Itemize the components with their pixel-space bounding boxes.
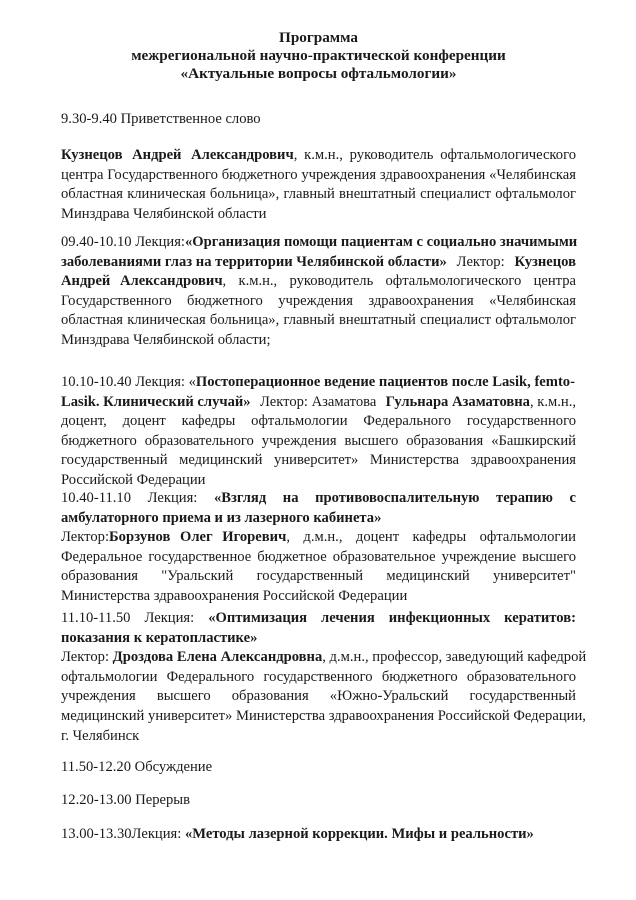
lecture-title: Постоперационное ведение пациентов после Lasik, femto-: [195, 374, 575, 390]
schedule-item-break: [61, 791, 190, 811]
bio-line: медицинский университет» Министерства здравоохранения Российской Федерации,: [61, 707, 586, 724]
lecture-label: Лекция: «: [135, 374, 196, 390]
lecture-title-cont: показания к кератопластике»: [61, 629, 258, 646]
schedule-item-discussion: [61, 758, 212, 778]
schedule-item-lecture-1: [61, 233, 576, 351]
bio-line: областная клиническая больница», главный внештатный специалист офтальмолог: [61, 312, 576, 329]
item-time: 13.00-13.30: [61, 826, 132, 842]
item-text: Обсуждение: [134, 759, 213, 775]
title-line-1: Программа: [279, 29, 358, 46]
bio-line: государственный медицинский университет» Министерства здравоохранения: [61, 452, 576, 469]
bio-line: , к.м.н.,: [529, 393, 576, 410]
lecture-title-word: инфекционных: [388, 610, 491, 626]
bio-line: центра Государственного бюджетного учреждения здравоохранения «Челябинская: [61, 166, 576, 183]
lector-label: Лектор:: [61, 529, 110, 546]
bio-line: Минздрава Челябинской области;: [61, 331, 271, 348]
bio-line: , д.м.н., профессор, заведующий кафедрой: [322, 649, 587, 666]
speaker-name: Дроздова Елена Александровна: [112, 649, 323, 666]
lector-label: Лектор: Азаматова: [259, 393, 377, 410]
bio-line: Министерства здравоохранения Российской Федерации: [61, 587, 408, 604]
item-time: 09.40-10.10: [61, 234, 132, 250]
lecture-title-word: терапию: [496, 490, 553, 506]
lecture-title-word: кератитов:: [504, 610, 576, 626]
schedule-item-welcome: [61, 110, 261, 130]
item-text: Перерыв: [135, 792, 190, 808]
schedule-item-lecture-3: [61, 489, 576, 607]
program-title: [61, 29, 576, 83]
speaker-name: Кузнецов Андрей Александрович: [61, 147, 294, 163]
lecture-title: «Методы лазерной коррекции. Мифы и реальности»: [184, 826, 534, 842]
bio-line: , к.м.н., руководитель офтальмологического: [293, 147, 576, 163]
document-page: [61, 0, 587, 842]
schedule-item-lecture-5: [61, 825, 534, 845]
item-time: 11.50-12.20: [61, 759, 131, 775]
lecture-label: Лекция:: [144, 610, 195, 626]
title-line-2: межрегиональной научно-практической конференции: [131, 47, 506, 64]
bio-line: доцент, доцент кафедры офтальмологии Федерального государственного: [61, 413, 576, 430]
bio-line: Минздрава Челябинской области: [61, 205, 267, 222]
item-time: 10.40-11.10: [61, 490, 131, 506]
bio-line: Федеральное государственное бюджетное образовательное учреждение высшего: [61, 548, 576, 565]
bio-line: Российской Федерации: [61, 471, 206, 488]
lecture-label: Лекция:: [147, 490, 198, 506]
speaker-name: Кузнецов: [514, 253, 576, 270]
speaker-name: Гульнара Азаматовна: [385, 393, 530, 410]
bio-line: , к.м.н., руководитель офтальмологического центра: [222, 273, 576, 290]
lecture-label: Лекция:: [131, 826, 182, 842]
lecture-title-word: «Оптимизация: [208, 610, 308, 626]
bio-line: областная клиническая больница», главный внештатный специалист офтальмолог: [61, 186, 576, 203]
lecture-title-word: лечения: [321, 610, 375, 626]
lecture-label: Лекция:: [135, 234, 185, 250]
bio-line: Государственного бюджетного учреждения здравоохранения «Челябинская: [61, 292, 576, 309]
title-line-3: «Актуальные вопросы офтальмологии»: [180, 65, 457, 82]
lector-label: Лектор:: [61, 649, 110, 666]
lecture-title-cont: заболеваниями глаз на территории Челябинской области»: [61, 253, 447, 270]
item-time: 10.10-10.40: [61, 374, 132, 390]
lecture-title-word: противовоспалительную: [315, 490, 480, 506]
speaker-bio-kuznetsov: [61, 146, 576, 224]
bio-line: бюджетного образовательного учреждения высшего образования «Башкирский: [61, 432, 576, 449]
item-time: 12.20-13.00: [61, 792, 132, 808]
lecture-title-cont: Lasik. Клинический случай»: [61, 393, 251, 410]
item-text: Приветственное слово: [120, 111, 261, 127]
bio-line: образования "Уральский государственный медицинский университет": [61, 568, 576, 585]
lector-label: Лектор:: [456, 253, 505, 270]
lecture-title: «Организация помощи пациентам с социально значимыми: [184, 234, 578, 250]
lecture-title-word: на: [282, 490, 299, 506]
item-time: 9.30-9.40: [61, 111, 117, 127]
lecture-title-word: с: [569, 490, 576, 506]
bio-line: учреждения высшего образования «Южно-Уральский государственный: [61, 688, 576, 705]
schedule-item-lecture-4: [61, 609, 587, 746]
speaker-name-cont: Андрей Александрович: [61, 273, 223, 290]
lecture-title-cont: амбулаторного приема и из лазерного кабинета»: [61, 509, 382, 526]
speaker-name: Борзунов Олег Игоревич: [109, 529, 287, 546]
schedule-item-lecture-2: [61, 373, 576, 491]
bio-line: офтальмологии Федерального государственного бюджетного образовательного: [61, 668, 576, 685]
bio-line: , д.м.н., доцент кафедры офтальмологии: [286, 529, 576, 546]
bio-line: г. Челябинск: [61, 727, 140, 744]
lecture-title-word: «Взгляд: [213, 490, 267, 506]
item-time: 11.10-11.50: [61, 610, 131, 626]
